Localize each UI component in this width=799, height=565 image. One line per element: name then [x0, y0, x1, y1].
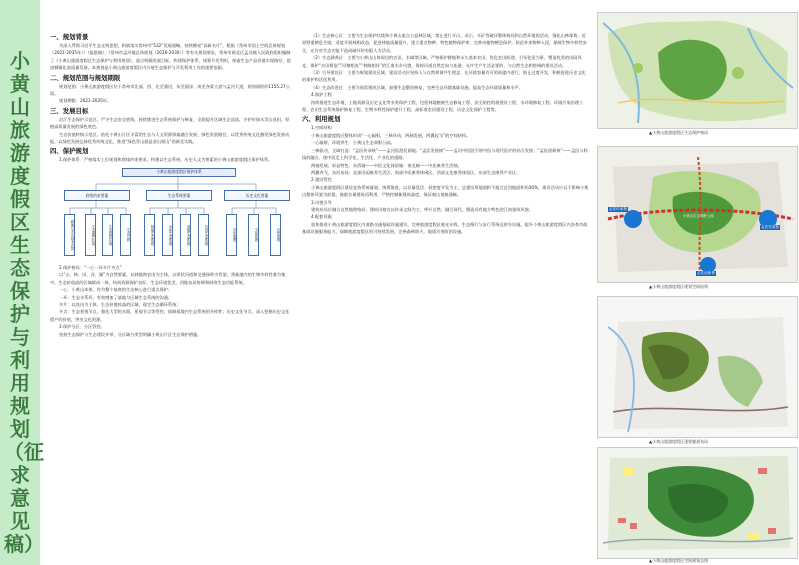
paragraph: 两轴发展，彰显特色：东西轴——中医文化体验轴；南北轴——中医康养生活轴。 [311, 162, 462, 168]
document-title: 小黄山旅游度假区生态保护与利用规划（征求意见稿） [4, 49, 44, 556]
paragraph: 一心：小黄山本体，作为整个基底的生态核心进行重点保护； [59, 287, 173, 293]
map-master-plan [597, 447, 798, 559]
map-label: 孟医发展核 [761, 225, 779, 229]
paragraph: 4.保护工程 [311, 92, 332, 98]
diagram-category: 底线约束要素 [64, 190, 130, 201]
text-column-right [302, 0, 590, 236]
paragraph: 多片：以良田为主体，生态价值较高的区域，现定生态循环系统； [59, 301, 181, 307]
paragraph: 以“山、林、田、河、湖”为自然要素，以林地和农田为主体，以带状河道和交通绿带为骨架，将基地内的生物多样性着为集中，生态价值高的区域联成一体，构筑资源保护良好，生态环境优美、用地布局协调和网络生态功能系统。 [50, 272, 286, 285]
paragraph: 规划期限：2021-2035年。 [59, 98, 112, 104]
section-heading: 三、发展目标 [50, 106, 89, 115]
figure-column [594, 0, 799, 565]
paragraph: （4）生态改进区：主要为现状建成区域，加强生态整治修复，完善生态环境基础设施，提高生态环境质量和水平。 [311, 84, 524, 90]
paragraph: 建筑布局应融合自然地理格局，建筑风格宜以传承文脉为主，呼应自然，融合现代，塑造具有地方特色的江南建筑风貌。 [311, 206, 533, 212]
diagram-leaf: 文化传统 [248, 214, 259, 256]
diagram-leaf: 湿地生态系统 [180, 214, 191, 256]
map-label: 小黄山生态郊野公园 [683, 214, 714, 218]
paragraph: 一环：生态水系环，有效增加了基地与区域生态系统的沟通； [59, 294, 173, 300]
section-heading: 一、规划背景 [50, 33, 89, 41]
diagram-leaf: 耕地与永久基本农田 [64, 214, 75, 256]
figure-caption: ▲小黄山旅游度假区规划空间结构 [649, 284, 709, 289]
section-heading: 六、利用规划 [302, 115, 341, 124]
diagram-leaf: 生态保护红线 [85, 214, 96, 256]
section-protection [50, 146, 292, 163]
diagram-leaf: 自然景观 [270, 214, 281, 256]
paragraph: 3.风貌引导 [311, 199, 332, 205]
section-protection-cont [50, 264, 292, 338]
paragraph: 规划范围：小黄山旅游度假区位于常州市北部，西、北至浦河，东至丽泽、南至齐梁大道与孟河大道，规划面积约1155.27公顷。 [50, 83, 290, 97]
diagram-root: 小黄山旅游度假区保护体系 [122, 168, 236, 177]
paragraph: 2.保护格局：“一心一环多片多点” [59, 264, 122, 270]
paragraph: 持续推进生态环境、土地资源及历史文化等多类保护工程，包括林地植被生态修复工程、安全防控的坡建设工程、水环境修复工程、环境污染治理工程、农田生态系统保护修复工程、生物多样性保护提升工程、高标准农田建设工程、历史文化保护工程等。 [302, 99, 584, 113]
paragraph: 1.空间结构 [311, 125, 332, 131]
section-heading: 四、保护规划 [50, 147, 89, 156]
diagram-leaf: 生态管控区域 [102, 214, 113, 256]
diagram-leaf: 历史遗迹 [226, 214, 237, 256]
paragraph: 2.建设管控 [311, 177, 332, 183]
paragraph: 3.保护分区、分区管控。 [59, 324, 105, 330]
paragraph: 小黄山旅游度假区整体形成“一心辐射，三核环动，两轴发展，两翼起飞”的空间结构。 [311, 132, 471, 138]
paragraph: 生态价值转换示范区。依托小黄山片区丰富的生态与人文资源探索融合发展、绿色发展路径，以优秀传统文化激发绿色发展动能，以绿色发展弘扬优秀传统文化，推进“绿色青山就是金山银山”的新北实践。 [50, 131, 290, 145]
figure-caption: ▲小黄山旅游度假区生态保护格局 [649, 130, 709, 135]
section-heading: 二、规划范围与规划期限 [50, 73, 121, 82]
paragraph: （3）引导建设区：主要为规划建设区域，建设活动应坚持人与自然和谐共生理念，在环境容量许可的前提内进行，防止过度开发，积极促进历史文化的保护和活化利用。 [302, 70, 586, 83]
protection-system-diagram [60, 168, 296, 260]
diagram-category: 历史文化要素 [224, 190, 290, 201]
section-zones [302, 32, 590, 113]
figure-caption: ▲小黄山旅游度假区重要廊道布局 [649, 439, 709, 444]
paragraph: 多点：生态景观节点，强化大型的水面，景观节点等管控，保障基地内生态系统的多样性；历史文化节点，深入挖掘历史文化遗产的价值，突出文化资源。 [50, 309, 290, 322]
section-goals [50, 106, 292, 146]
diagram-leaf: 生态空间 [120, 214, 131, 256]
paragraph: 加快推进小黄山旅游度假区内道路交通基础设施建设，完善旅游度假区观光专线、生态慢行与步行系统及停车设施，提升小黄山旅游度假区内各类市政基础设施服务能力，保障旅游度假区的可持续发展，完善森林防火、地质灾害防治设施。 [302, 221, 588, 235]
map-label: 孟医传承核 [609, 207, 627, 211]
section-background [50, 32, 292, 72]
figure-caption: ▲小黄山旅游度假区空间规划总图 [649, 558, 709, 563]
diagram-leaf: 水体生态系统 [162, 214, 173, 256]
map-graphic [598, 13, 797, 128]
section-utilization [302, 114, 590, 235]
paragraph: 沿江生态保护示范区。严守生态安全底线，持续推进生态系统保护与修复，全面提升区域生态品质，守护好绿水青山良田，厚植高质量发展的绿色底色。 [50, 116, 290, 130]
text-column-left [50, 0, 292, 338]
diagram-category: 生态系统要素 [146, 190, 212, 201]
diagram-leaf: 林地生态系统 [144, 214, 155, 256]
paragraph: 1.保护体系：严格落实上位规划和底线约束要求，构建以生态系统、历史人文为要素的小黄山旅游度假区保护体系。 [59, 157, 273, 163]
paragraph: 小黄山旅游度假区建设宜持系统谋划、统筹推进，以存量盘活、低密度开发为主，总建设用地面积不超过总用地面积的30%，建设活动应以不影响小黄山整体风貌为前提，鼓励存量建筑再利用，严格控制新建筑高度，保证观山视廊通畅。 [302, 184, 589, 198]
paragraph: 4.配套设施 [311, 214, 332, 220]
paragraph: 为深入贯彻习近平生态文明思想，积极落实常州市“532”发展战略，持续擦亮“高新名片”，根据《常州市国土空间总体规划（2021-2035年）》（报批稿）、《常州市孟河镇总体规划（2016-2030）》等有关规划要求，常州市新北区孟河镇人民政府组织编制了《小黄山旅游度假区生态保护与利用规划》，重点明确发展目标，构建保护体系、统筹开发利用，探索生态产品价值实现路径，促进城镇化高质量发展。本规划是小黄山旅游度假区内开展生态保护与开发利用工作的重要依据。 [50, 43, 291, 71]
paragraph: （2）生态涵养区：主要为小黄山山体周边的农田、水域等区域，严格保护耕地和永久基本农田，优化农田肌理，引导化田为景，塑造优美的田园风光，保护“水田相依”“河塘相连”“林路相伴”的江南水乡风貌，保持河道自然走向与连通，允许生产生活必要的、与自然生态相协调的建设活动。 [302, 55, 582, 68]
paragraph: 三核驱动，全域打造：“孟医传承核”——孟河医派发源地；“孟医发展核”——孟河中医院引领中医与现代医疗的结合发展；“孟医创新核”——孟医与科技的融合，使中医走上科学化、生活化、产业化的道路。 [302, 147, 588, 161]
title-sidebar [0, 0, 44, 565]
paragraph: 两翼齐飞，东西布局：北部田园康养生活区，南部中医康养休闲区，西部文化康养体验区，东部生态康养产业区。 [311, 169, 521, 175]
paragraph: 一心辐射，环境养生：小黄山生态郊野公园。 [311, 140, 395, 146]
map-graphic [598, 297, 797, 437]
map-corridor-layout [597, 296, 798, 438]
map-ecological-pattern [597, 12, 798, 129]
map-spatial-structure [597, 146, 798, 283]
section-scope [50, 73, 292, 105]
paragraph: （1）生态核心区：主要为生态保护红线和小黄山重点公益林区域，禁止进行开山、采石、开矿等破坏整体格局和自然环境的活动，强化山林保育。近原野重栖息生境，适度开展林相改造，促进林地质量提升，建立重点物种、特色植物保护库，完善动植物栖息保护。防范外来物种入侵，保障生物多样性安全，允许对生态功能不造成破坏的有限人为活动。 [302, 33, 587, 53]
map-graphic [598, 448, 797, 558]
paragraph: 坚持生态保护与生态建设并举，分区域分类型明确小黄山片区生态保护措施。 [59, 331, 202, 337]
diagram-leaf: 农田生态系统 [198, 214, 209, 256]
map-label: 孟医创新核 [697, 271, 715, 275]
